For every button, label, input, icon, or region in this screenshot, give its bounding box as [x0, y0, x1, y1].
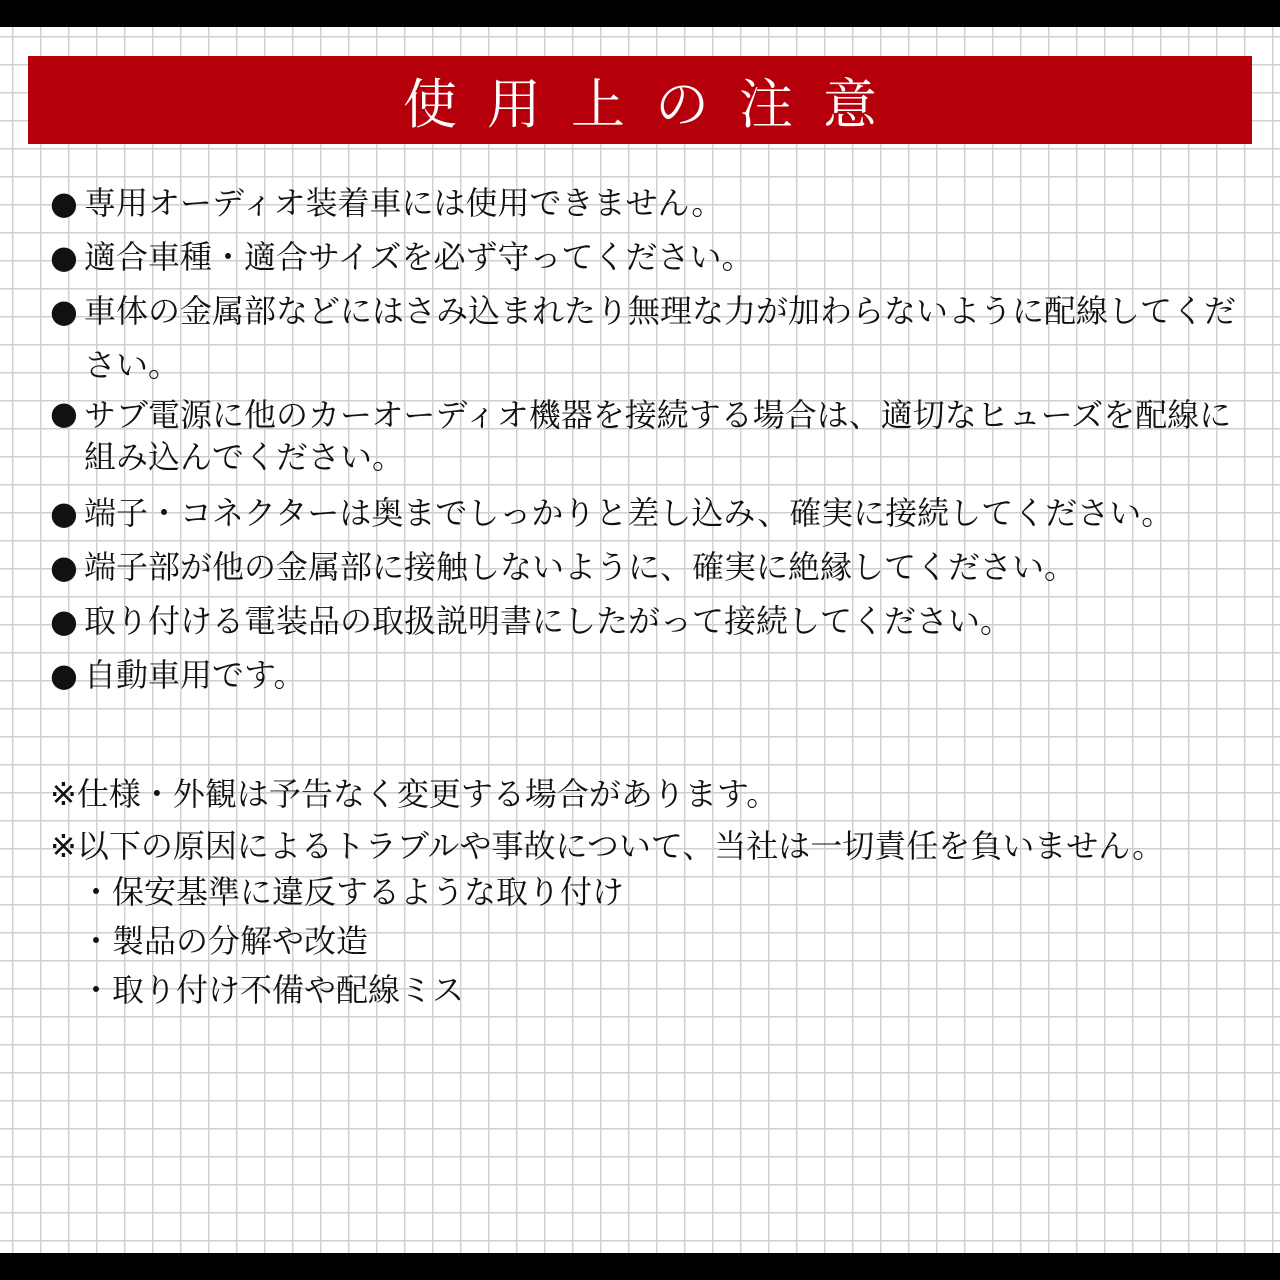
bullet-icon: ●: [50, 656, 78, 694]
disclaimer-cause-list: [50, 868, 1250, 1015]
bullet-icon: ●: [50, 548, 78, 586]
page-title: 使用上の注意: [403, 72, 907, 136]
precaution-text: 車体の金属部などにはさみ込まれたり無理な力が加わらないように配線してください。: [84, 292, 1237, 384]
precaution-item: [50, 284, 1244, 392]
precaution-item: [50, 648, 1250, 702]
precaution-text: 取り付ける電装品の取扱説明書にしたがって接続してください。: [84, 602, 1013, 640]
precaution-text: 専用オーディオ装着車には使用できません。: [84, 184, 724, 222]
top-border-bar: [0, 0, 1280, 27]
precaution-item: [50, 230, 1250, 284]
disclaimer-cause-item: ・取り付け不備や配線ミス: [80, 971, 465, 1009]
precaution-item: [50, 486, 1250, 540]
spec-change-notice: ※仕様・外観は予告なく変更する場合があります。: [50, 775, 779, 813]
precaution-text: 自動車用です。: [84, 656, 306, 694]
precaution-text: サブ電源に他のカーオーディオ機器を接続する場合は、適切なヒューズを配線に組み込んでください。: [84, 396, 1232, 476]
disclaimer-section: [50, 768, 1250, 1015]
precautions-list: [50, 176, 1250, 702]
bullet-icon: ●: [50, 238, 78, 276]
title-banner: [28, 56, 1252, 144]
precaution-text: 端子・コネクターは奥までしっかりと差し込み、確実に接続してください。: [84, 494, 1174, 532]
disclaimer-cause-item: ・製品の分解や改造: [80, 922, 369, 960]
precaution-item: [50, 392, 1244, 486]
bullet-icon: ●: [50, 292, 78, 330]
precaution-text: 適合車種・適合サイズを必ず守ってください。: [84, 238, 754, 276]
bottom-border-bar: [0, 1253, 1280, 1280]
precaution-item: [50, 540, 1250, 594]
liability-disclaimer: ※以下の原因によるトラブルや事故について、当社は一切責任を負いません。: [50, 827, 1165, 865]
disclaimer-cause-item: ・保安基準に違反するような取り付け: [80, 873, 625, 911]
precaution-text: 端子部が他の金属部に接触しないように、確実に絶縁してください。: [84, 548, 1077, 586]
bullet-icon: ●: [50, 184, 78, 222]
precaution-item: [50, 594, 1250, 648]
precaution-item: [50, 176, 1250, 230]
bullet-icon: ●: [50, 602, 78, 640]
bullet-icon: ●: [50, 394, 78, 432]
bullet-icon: ●: [50, 494, 78, 532]
